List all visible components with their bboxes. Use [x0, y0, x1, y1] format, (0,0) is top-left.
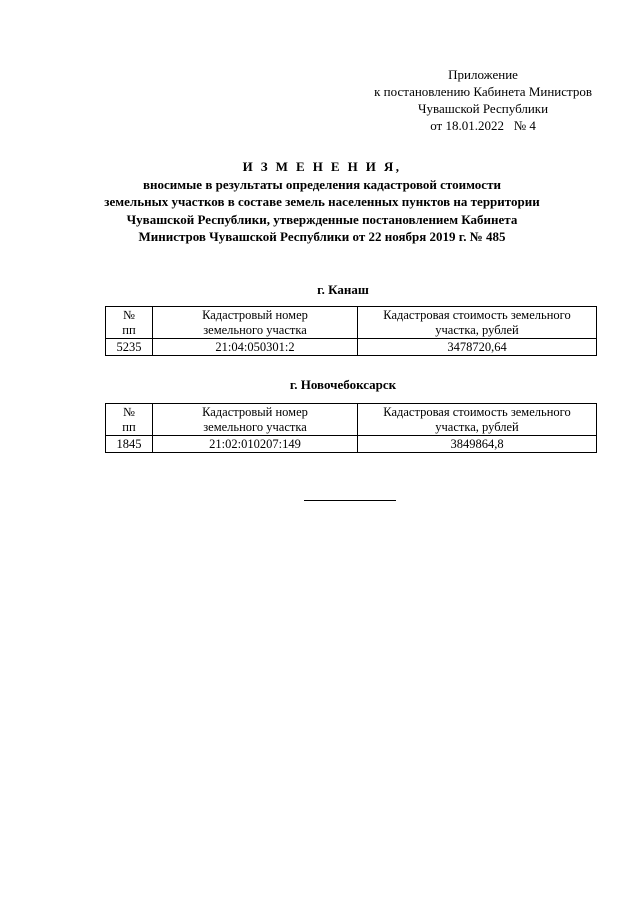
- header-cadastral-line-2: земельного участка: [203, 323, 307, 337]
- city-heading: г. Новочебоксарск: [289, 377, 397, 392]
- title-line-2: земельных участков в составе земель населенных пунктов на территории: [104, 194, 540, 209]
- cadastral-table: [105, 306, 597, 356]
- title-line-1: вносимые в результаты определения кадастровой стоимости: [143, 176, 501, 192]
- row-cadastral-number: 21:02:010207:149: [153, 436, 358, 453]
- header-cadastral-line-1: Кадастровый номер: [202, 308, 308, 322]
- table-header-row: [106, 307, 597, 339]
- header-cadastral-line-2: земельного участка: [203, 420, 307, 434]
- header-cost-line-1: Кадастровая стоимость земельного: [383, 308, 571, 322]
- header-number: [106, 404, 153, 436]
- table-row: [106, 339, 597, 356]
- header-cadastral-number: [153, 404, 358, 436]
- cadastral-table: [105, 403, 597, 453]
- row-number: 5235: [106, 339, 153, 356]
- title-line-3: Чувашской Республики, утвержденные постановлением Кабинета: [126, 211, 518, 227]
- header-number-line-2: пп: [122, 323, 136, 337]
- table-header-row: [106, 404, 597, 436]
- table-row: [106, 436, 597, 453]
- header-cadastral-number: [153, 307, 358, 339]
- city-heading: г. Канаш: [317, 282, 369, 297]
- header-cost-line-2: участка, рублей: [435, 420, 519, 434]
- header-number-line-2: пп: [122, 420, 136, 434]
- header-number-line-1: №: [123, 405, 135, 419]
- row-cadastral-cost: 3849864,8: [358, 436, 597, 453]
- row-cadastral-number: 21:04:050301:2: [153, 339, 358, 356]
- appendix-line-1: Приложение: [448, 67, 518, 82]
- row-number: 1845: [106, 436, 153, 453]
- appendix-line-2: к постановлению Кабинета Министров: [374, 84, 592, 99]
- appendix-note: [374, 66, 592, 134]
- header-cadastral-cost: [358, 307, 597, 339]
- row-cadastral-cost: 3478720,64: [358, 339, 597, 356]
- title-line-4: Министров Чувашской Республики от 22 ноября 2019 г. № 485: [138, 229, 506, 244]
- title-heading: И З М Е Н Е Н И Я,: [242, 159, 402, 174]
- header-cost-line-2: участка, рублей: [435, 323, 519, 337]
- header-cadastral-line-1: Кадастровый номер: [202, 405, 308, 419]
- appendix-line-3: Чувашской Республики: [418, 101, 549, 116]
- header-cadastral-cost: [358, 404, 597, 436]
- end-separator-line: [304, 500, 396, 501]
- document-title: [96, 158, 548, 246]
- header-cost-line-1: Кадастровая стоимость земельного: [383, 405, 571, 419]
- header-number-line-1: №: [123, 308, 135, 322]
- appendix-line-4: от 18.01.2022 № 4: [430, 118, 536, 133]
- header-number: [106, 307, 153, 339]
